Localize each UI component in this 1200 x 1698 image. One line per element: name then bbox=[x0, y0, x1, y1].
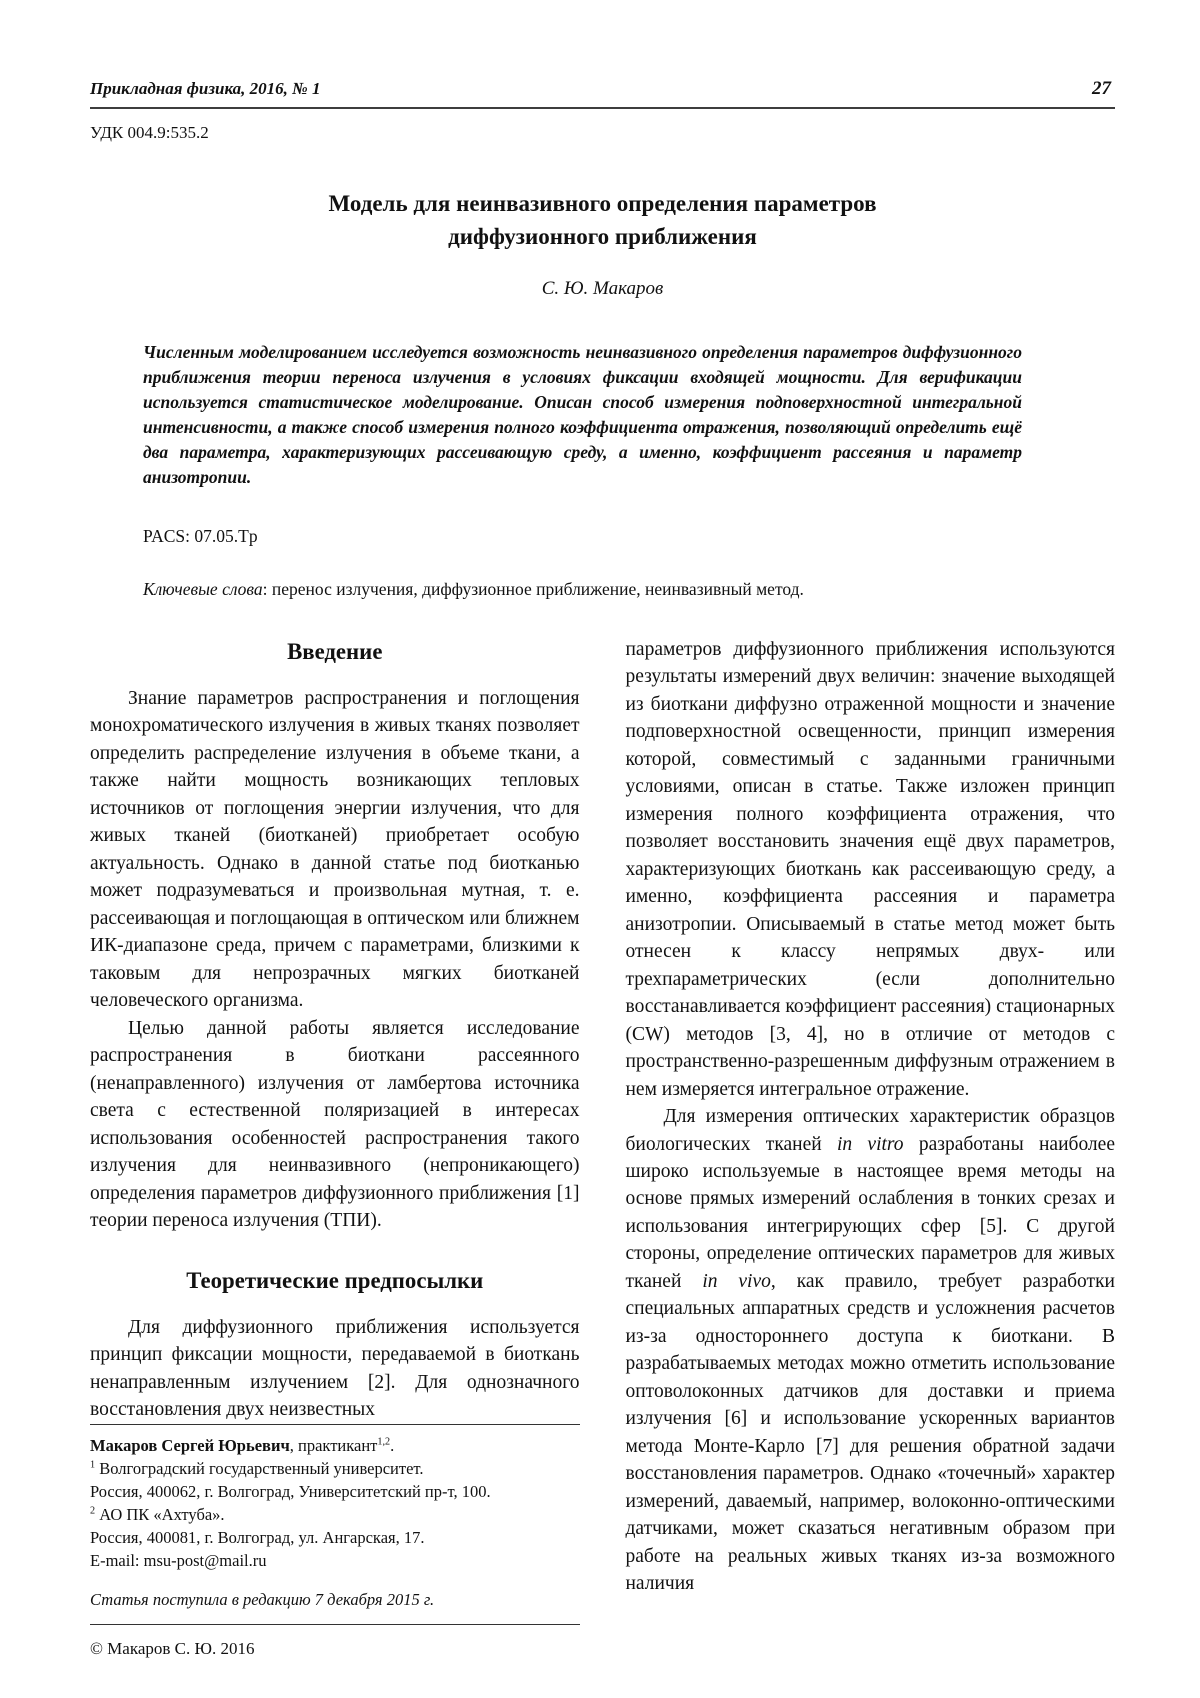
footnote-affiliation-1-address: Россия, 400062, г. Волгоград, Университетский пр-т, 100. bbox=[90, 1481, 491, 1501]
body-paragraph-continuation: параметров диффузионного приближения используются результаты измерений двух величин: значение выходящей из биоткани диффузно отраженной мощности и значение подповерхностной освещенности, принцип измерения которой, совместимый с заданными граничными условиями, описан в статье. Также изложен принцип измерения полного коэффициента отражения, что позволяет восстановить значения ещё двух параметров, характеризующих биоткань как рассеивающую среду, а именно, коэффициента рассеяния и параметра анизотропии. Описываемый в статье метод может быть отнесен к классу непрямых двух- или трехпараметрических (если дополнительно восстанавливается коэффициент рассеяния) стационарных (CW) методов [3, 4], но в отличие от методов с пространственно-разрешенным диффузным отражением в нем измеряется интегральное отражение. bbox=[625, 638, 1115, 1100]
body-columns bbox=[90, 636, 1115, 1661]
footnote-affiliation-2-address: Россия, 400081, г. Волгоград, ул. Ангарская, 17. bbox=[90, 1528, 425, 1548]
author-footnote bbox=[90, 1424, 580, 1661]
running-header bbox=[90, 78, 1115, 100]
author-name: С. Ю. Макаров bbox=[541, 277, 664, 299]
pacs-code: PACS: 07.05.Tp bbox=[143, 525, 258, 546]
theory-paragraph-1: Для диффузионного приближения используется принцип фиксации мощности, передаваемой в биоткань ненаправленным излучением [2]. Для однозначного восстановления двух неизвестных bbox=[90, 1316, 580, 1421]
section-heading-theory: Теоретические предпосылки bbox=[186, 1267, 484, 1293]
footnote-author-line: Макаров Сергей Юрьевич, практикант$^{1,2}$. bbox=[90, 1435, 395, 1455]
page-number: 27 bbox=[1092, 78, 1111, 99]
footnote-affiliation-1: $^1$ Волгоградский государственный университет. bbox=[90, 1458, 424, 1478]
abstract-text: Численным моделированием исследуется возможность неинвазивного определения параметров диффузионного приближения теории переноса излучения в условиях фиксации входящей мощности. Для верификации используется статистическое моделирование. Описан способ измерения подповерхностной интегральной интенсивности, а также способ измерения полного коэффициента отражения, позволяющий определить ещё два параметра, характеризующих рассеивающую среду, а именно, коэффициент рассеяния и параметр анизотропии. bbox=[143, 341, 1022, 487]
footnote-email: E-mail: msu-post@mail.ru bbox=[90, 1551, 267, 1571]
intro-paragraph-1: Знание параметров распространения и поглощения монохроматического излучения в живых тканях позволяет определить распределение излучения в объеме ткани, а также найти мощность возникающих тепловых источников от поглощения энергии излучения, что для живых тканей (биотканей) приобретает особую актуальность. Однако в данной статье под биотканью может подразумеваться и произвольная мутная, т. е. рассеивающая и поглощающая в оптическом или ближнем ИК-диапазоне среда, причем с параметрами, близкими к таковым для непрозрачных мягких биотканей человеческого организма. bbox=[90, 687, 580, 1012]
footnote-affiliation-2: $^2$ АО ПК «Ахтуба». bbox=[90, 1505, 225, 1524]
keywords-line: Ключевые слова: перенос излучения, диффузионное приближение, неинвазивный метод. bbox=[143, 578, 804, 599]
footnote-rule bbox=[90, 1424, 580, 1425]
article-title bbox=[90, 187, 1115, 254]
copyright-rule bbox=[90, 1624, 580, 1625]
footnote-received-date: Статья поступила в редакцию 7 декабря 2015 г. bbox=[90, 1590, 435, 1610]
header-rule bbox=[90, 107, 1115, 109]
copyright-notice: © Макаров С. Ю. 2016 bbox=[90, 1639, 255, 1659]
left-column bbox=[90, 636, 580, 1661]
body-paragraph-methods: Для измерения оптических характеристик образцов биологических тканей in vitro разработаны наиболее широко используемые в настоящее время методы на основе прямых измерений ослабления в тонких срезах и использования интегрирующих сфер [5]. С другой стороны, определение оптических параметров для живых тканей in vivo, как правило, требует разработки специальных аппаратных средств и усложнения расчетов из-за одностороннего доступа к биоткани. В разрабатываемых методах можно отметить использование оптоволоконных датчиков для доставки и приема излучения [6] и использование ускоренных вариантов метода Монте-Карло [7] для решения обратной задачи восстановления параметров. Однако «точечный» характер измерений, даваемый, например, волоконно-оптическими датчиками, может сказаться негативным образом при работе на реальных живых тканях из-за возможного наличия bbox=[625, 1106, 1115, 1595]
right-column bbox=[626, 636, 1116, 1661]
article-title-line-1: Модель для неинвазивного определения параметров bbox=[328, 191, 877, 216]
section-heading-introduction: Введение bbox=[287, 638, 383, 664]
article-title-line-2: диффузионного приближения bbox=[448, 224, 757, 250]
udc-code: УДК 004.9:535.2 bbox=[90, 123, 209, 142]
intro-paragraph-2: Целью данной работы является исследование распространения в биоткани рассеянного (ненаправленного) излучения от ламбертова источника света с естественной поляризацией в интересах использования особенностей распространения такого излучения для неинвазивного (непроникающего) определения параметров диффузионного приближения [1] теории переноса излучения (ТПИ). bbox=[90, 1017, 580, 1232]
journal-reference: Прикладная физика, 2016, № 1 bbox=[90, 79, 321, 98]
